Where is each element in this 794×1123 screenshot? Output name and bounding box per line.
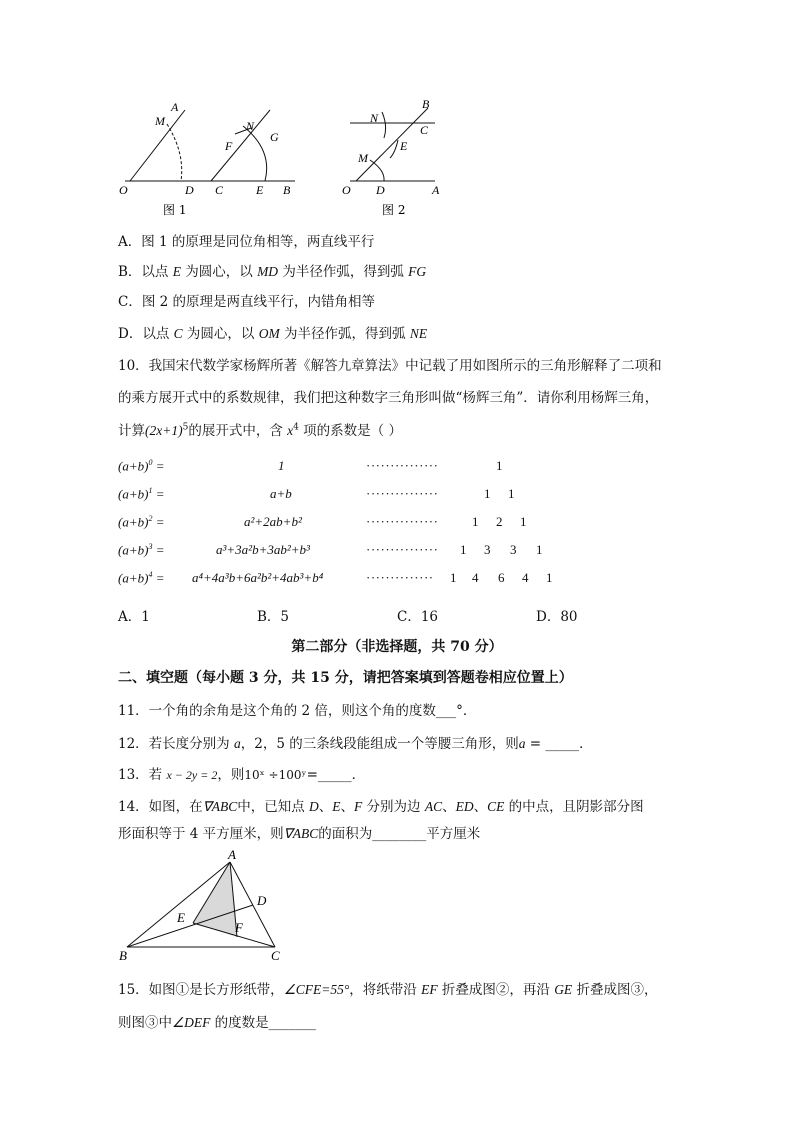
- row3-coef-1: 1: [460, 542, 467, 557]
- row2-expansion: a²+2ab+b²: [244, 514, 302, 529]
- q10-option-c: C．16: [397, 609, 439, 625]
- q12-end: ．: [579, 736, 593, 752]
- q14-sep4: 、: [473, 799, 488, 815]
- q15-line-ge: GE: [554, 982, 573, 997]
- q14-figure: [115, 847, 295, 965]
- q9-d-radius: OM: [258, 326, 280, 341]
- fig1-label-A: A: [171, 100, 179, 114]
- fig1-label-B: B: [283, 183, 291, 197]
- row1-expansion: a+b: [270, 486, 292, 501]
- q10-l3-exp: 5: [182, 422, 189, 433]
- q9-option-c: C．图 2 的原理是两直线平行，内错角相等: [118, 294, 376, 310]
- q15-angle-def: ∠DEF: [172, 1015, 211, 1030]
- q10-option-a: A．1: [118, 609, 150, 625]
- row2-dots: ···············: [366, 514, 439, 529]
- fig2-label-D: D: [376, 183, 385, 197]
- q10-option-b: B．5: [257, 609, 290, 625]
- q13-expr: x − 2y = 2: [166, 768, 218, 782]
- row0-lhs: $(a+b)^0$ =: [118, 458, 165, 474]
- q12-var-a: a: [233, 736, 241, 751]
- q15-line-ef: EF: [421, 982, 438, 997]
- q9-d-point: C: [173, 326, 183, 341]
- q14-triangle-2: ∇ABC: [283, 826, 319, 841]
- q14-label-B: B: [119, 948, 127, 963]
- q14-side-ed: ED: [455, 799, 474, 814]
- q15-l1-end: 折叠成图③，: [572, 982, 658, 998]
- row1-lhs: $(a+b)^1$ =: [118, 486, 165, 502]
- row0-expansion: 1: [278, 458, 285, 473]
- q15-l1-mid: ，将纸带沿: [349, 982, 422, 998]
- q9-b-radius: MD: [257, 264, 279, 279]
- q9-d-text3: 为半径作弧，得到弧: [279, 326, 410, 342]
- part2-title: 第二部分（非选择题，共 70 分）: [291, 639, 503, 655]
- row1-coef-1: 1: [484, 486, 491, 501]
- q11: 11．一个角的余角是这个角的 2 倍，则这个角的度数___°．: [118, 703, 477, 719]
- q13-end: ．: [351, 767, 366, 783]
- fig1-label-N: N: [246, 119, 255, 133]
- q14-triangle-drawing: [115, 847, 295, 965]
- figure-2-drawing: [340, 98, 450, 218]
- q14-sep1: 、: [318, 799, 333, 815]
- fig1-label-O: O: [119, 183, 128, 197]
- row3-expansion: a³+3a²b+3ab²+b³: [216, 542, 310, 557]
- fig2-label-M: M: [358, 151, 368, 165]
- row4-dots: ··············: [366, 570, 434, 585]
- q13-answer-blank[interactable]: _____: [317, 767, 352, 783]
- q10-l3-prefix: 计算: [118, 423, 145, 439]
- q14-l2-prefix: 形面积等于 4 平方厘米，则: [118, 826, 284, 842]
- q10-l3-expr: (2x+1): [145, 423, 183, 438]
- q15-l1-prefix: 15．如图①是长方形纸带，: [118, 982, 284, 998]
- q10-l3-mid: 的展开式中，含: [188, 423, 288, 439]
- yanghui-row-4: [118, 570, 678, 592]
- fig1-caption: 图 1: [163, 203, 187, 217]
- q15-l2-mid: 的度数是: [210, 1015, 269, 1031]
- fig2-label-A: A: [432, 183, 440, 197]
- q15-answer-blank[interactable]: _______: [268, 1015, 316, 1031]
- q15-l2-prefix: 则图③中: [118, 1015, 172, 1031]
- q14-line-1: [118, 795, 644, 815]
- row2-coef-3: 1: [520, 514, 527, 529]
- q9-b-text: B．以点: [118, 264, 173, 280]
- yanghui-row-3: [118, 542, 678, 564]
- q14-point-d: D: [309, 799, 319, 814]
- q14-l1-mid2: 分别为边: [362, 799, 425, 815]
- q10-line-2: 的乘方展开式中的系数规律，我们把这种数字三角形叫做“杨辉三角”．请你利用杨辉三角，: [118, 390, 659, 406]
- fig2-label-E: E: [400, 139, 408, 153]
- q9-b-point: E: [172, 264, 181, 279]
- q14-label-E: E: [177, 910, 185, 925]
- row1-coef-2: 1: [508, 486, 515, 501]
- q9-option-a: A．图 1 的原理是同位角相等，两直线平行: [118, 234, 375, 250]
- row0-dots: ···············: [366, 458, 439, 473]
- q15-line-2: [118, 1011, 316, 1031]
- figure-1-drawing: [115, 98, 300, 218]
- q9-option-d: [118, 322, 427, 342]
- q14-label-F: F: [235, 920, 243, 935]
- q14-label-D: D: [257, 893, 267, 908]
- q14-l2-mid: 的面积为: [318, 826, 373, 842]
- row4-coef-3: 6: [498, 570, 505, 585]
- section2-title: 二、填空题（每小题 3 分，共 15 分，请把答案填到答题卷相应位置上）: [118, 670, 573, 686]
- fig2-label-B: B: [422, 97, 430, 111]
- fig1-label-F: F: [225, 139, 233, 153]
- row3-lhs: $(a+b)^3$ =: [118, 542, 165, 558]
- row3-coef-2: 3: [484, 542, 491, 557]
- yanghui-row-1: [118, 486, 678, 508]
- q9-b-text3: 为半径作弧，得到弧: [278, 264, 409, 280]
- q14-side-ac: AC: [424, 799, 443, 814]
- row4-coef-4: 4: [522, 570, 529, 585]
- q12-var-a2: a: [518, 736, 526, 751]
- q14-label-C: C: [271, 948, 280, 963]
- fig1-label-E: E: [256, 183, 264, 197]
- q9-d-text2: 为圆心，以: [182, 326, 259, 342]
- fig2-label-O: O: [342, 183, 351, 197]
- q14-point-f: F: [354, 799, 363, 814]
- q14-label-A: A: [228, 847, 236, 862]
- q13-eq: =: [306, 767, 318, 783]
- q15-angle: ∠CFE=55°: [283, 982, 350, 997]
- row3-coef-3: 3: [510, 542, 517, 557]
- q13-prefix: 13．若: [118, 767, 167, 783]
- q10-option-d: D．80: [536, 609, 578, 625]
- q12-prefix: 12．若长度分别为: [118, 736, 234, 752]
- q10-l3-xexp: 4: [293, 422, 299, 433]
- q14-triangle: ∇ABC: [202, 799, 238, 814]
- row2-lhs: $(a+b)^2$ =: [118, 514, 165, 530]
- row3-dots: ···············: [366, 542, 439, 557]
- row4-lhs: $(a+b)^4$ =: [118, 570, 165, 586]
- row4-coef-5: 1: [546, 570, 553, 585]
- q14-l1-prefix: 14．如图，在: [118, 799, 203, 815]
- q14-point-e: E: [332, 799, 341, 814]
- q14-sep2: 、: [340, 799, 355, 815]
- figure-2: [340, 98, 450, 218]
- q12-answer-blank[interactable]: _____: [545, 736, 580, 752]
- q12: [118, 732, 593, 752]
- row2-coef-2: 2: [496, 514, 503, 529]
- row0-coef-1: 1: [496, 458, 503, 473]
- q9-option-b: [118, 260, 426, 280]
- fig2-caption: 图 2: [382, 203, 406, 217]
- fig2-label-N: N: [370, 111, 379, 125]
- fig1-label-C: C: [215, 183, 224, 197]
- q14-l1-end: 的中点，且阴影部分图: [504, 799, 644, 815]
- q10-l3-suffix: 项的系数是（ ）: [298, 423, 402, 439]
- q13-expr2: 10ˣ ÷100ʸ: [244, 768, 307, 782]
- row4-coef-2: 4: [472, 570, 479, 585]
- q9-b-text2: 为圆心，以: [180, 264, 258, 280]
- row3-coef-4: 1: [536, 542, 543, 557]
- q14-line-2: [118, 822, 480, 842]
- row2-coef-1: 1: [472, 514, 479, 529]
- q14-sep3: 、: [442, 799, 456, 815]
- q13-mid: ，则: [217, 767, 245, 783]
- q14-l1-mid: 中，已知点: [237, 799, 310, 815]
- q14-l2-end: 平方厘米: [426, 826, 481, 842]
- q10-l3-x: x: [287, 423, 294, 438]
- q9-b-arc: FG: [408, 264, 427, 279]
- row4-expansion: a⁴+4a³b+6a²b²+4ab³+b⁴: [192, 570, 324, 585]
- q12-eq: =: [525, 736, 546, 752]
- q10-line-3: [118, 419, 402, 439]
- q15-line-1: [118, 978, 657, 998]
- row1-dots: ···············: [366, 486, 439, 501]
- row4-coef-1: 1: [450, 570, 457, 585]
- q14-side-ce: CE: [487, 799, 505, 814]
- figure-1: [115, 98, 300, 218]
- yanghui-row-2: [118, 514, 678, 536]
- q9-d-text: D．以点: [118, 326, 174, 342]
- yanghui-row-0: [118, 458, 678, 480]
- fig1-label-G: G: [270, 130, 279, 144]
- fig1-label-D: D: [185, 183, 194, 197]
- fig2-label-C: C: [420, 123, 429, 137]
- q12-rest: ，2，5 的三条线段能组成一个等腰三角形，则: [240, 736, 519, 752]
- q10-line-1: 10．我国宋代数学家杨辉所著《解答九章算法》中记载了用如图所示的三角形解释了二项和: [118, 358, 662, 374]
- q14-answer-blank[interactable]: ________: [372, 826, 427, 842]
- fig1-label-M: M: [155, 114, 165, 128]
- q15-l1-mid2: 折叠成图②，再沿: [437, 982, 555, 998]
- q9-d-arc: NE: [409, 326, 428, 341]
- q13: [118, 763, 365, 783]
